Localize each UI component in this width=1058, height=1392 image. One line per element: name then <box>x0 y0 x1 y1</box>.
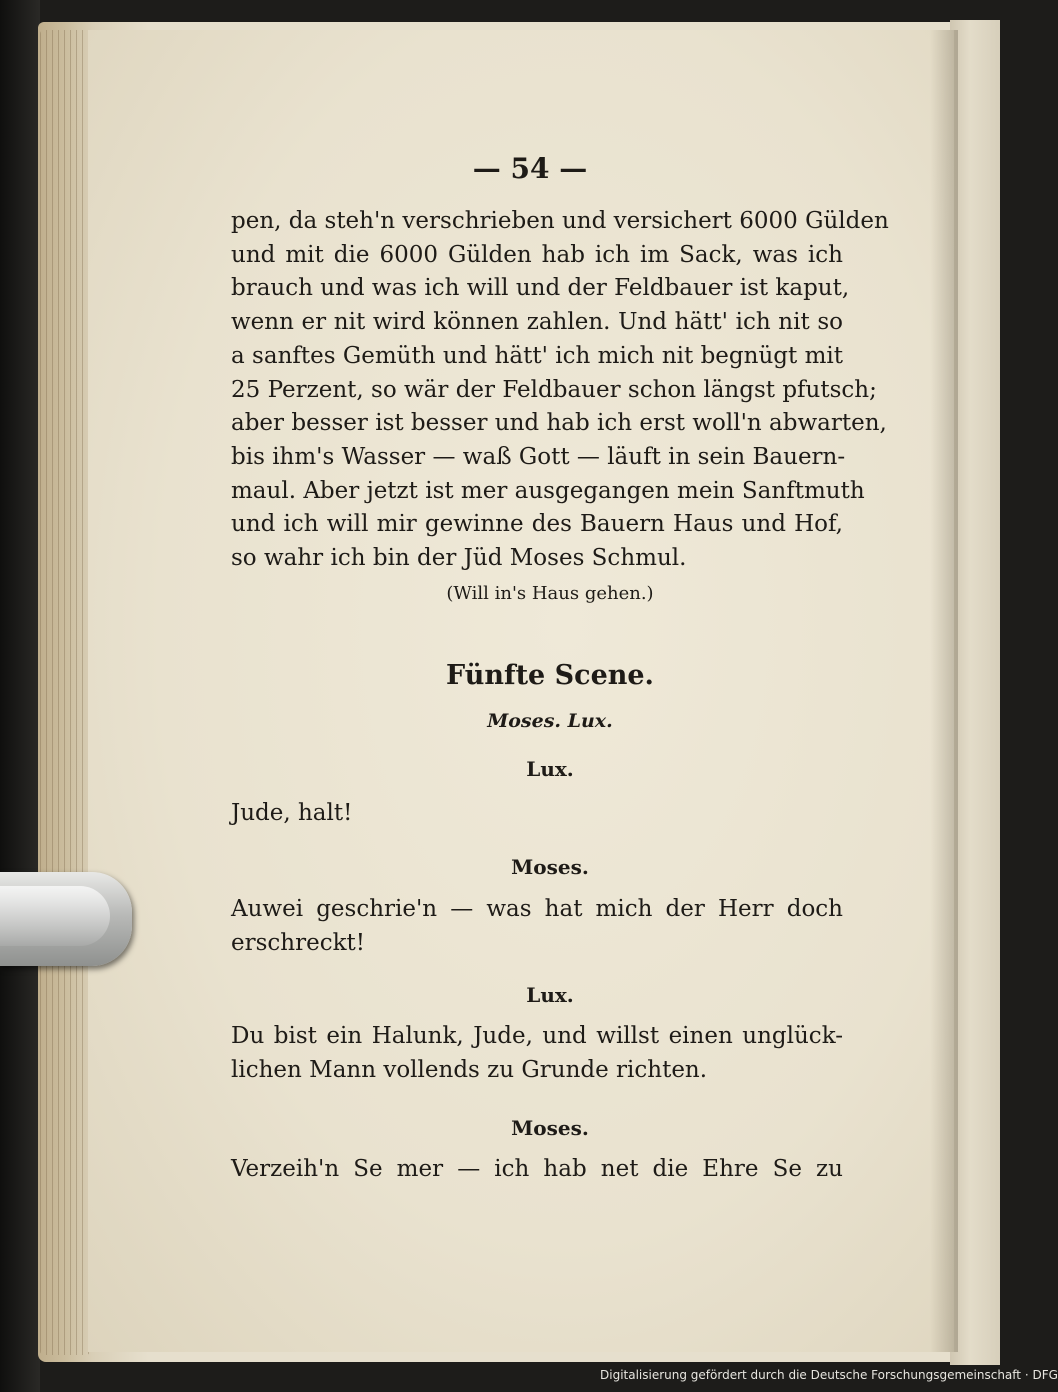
text-line: Verzeih'n Se mer — ich hab net die Ehre Se zu <box>231 1156 843 1182</box>
dialogue-line <box>231 1153 843 1187</box>
stage-direction: (Will in's Haus gehen.) <box>446 583 654 604</box>
text-line: und ich will mir gewinne des Bauern Haus und Hof, <box>231 511 843 538</box>
page-number: — 54 — <box>472 152 588 185</box>
digitization-credit: Digitalisierung gefördert durch die Deutsche Forschungsgemeinschaft · DFG <box>600 1368 1058 1382</box>
text-line: Auwei geschrie'n — was hat mich der Herr doch <box>231 896 843 922</box>
scene-characters: Moses. Lux. <box>487 710 613 732</box>
text-line: brauch und was ich will und der Feldbauer ist kaput, <box>231 275 850 302</box>
text-line: maul. Aber jetzt ist mer ausgegangen mein Sanftmuth <box>231 477 865 504</box>
page-clamp-highlight <box>0 886 110 946</box>
text-line: erschreckt! <box>231 929 366 956</box>
text-line: wenn er nit wird können zahlen. Und hätt' ich nit so <box>231 309 843 336</box>
text-line: pen, da steh'n verschrieben und versichert 6000 Gülden <box>231 208 889 234</box>
text-line: bis ihm's Wasser — waß Gott — läuft in sein Bauern- <box>231 443 846 470</box>
speaker-label: Lux. <box>526 983 574 1007</box>
text-line: und mit die 6000 Gülden hab ich im Sack, was ich <box>231 241 843 268</box>
speaker-label: Moses. <box>511 1116 589 1140</box>
speaker-label: Lux. <box>526 757 574 781</box>
dialogue-line <box>231 893 843 960</box>
text-line: 25 Perzent, so wär der Feldbauer schon längst pfutsch; <box>231 376 877 403</box>
dialogue-line <box>231 1020 843 1087</box>
dialogue-line <box>231 797 843 831</box>
text-line: so wahr ich bin der Jüd Moses Schmul. <box>231 545 687 572</box>
page-edges <box>40 30 90 1355</box>
text-line: lichen Mann vollends zu Grunde richten. <box>231 1056 708 1083</box>
scene-title: Fünfte Scene. <box>446 660 654 691</box>
paragraph-moses-monologue <box>231 205 889 576</box>
page-gutter-shadow <box>930 30 958 1352</box>
scanner-background-left <box>0 0 40 1392</box>
speaker-label: Moses. <box>511 855 589 879</box>
text-line: aber besser ist besser und hab ich erst woll'n abwarten, <box>231 410 887 437</box>
text-line: Du bist ein Halunk, Jude, und willst einen unglück- <box>231 1023 843 1049</box>
text-line: Jude, halt! <box>231 800 353 826</box>
text-line: a sanftes Gemüth und hätt' ich mich nit begnügt mit <box>231 342 843 369</box>
